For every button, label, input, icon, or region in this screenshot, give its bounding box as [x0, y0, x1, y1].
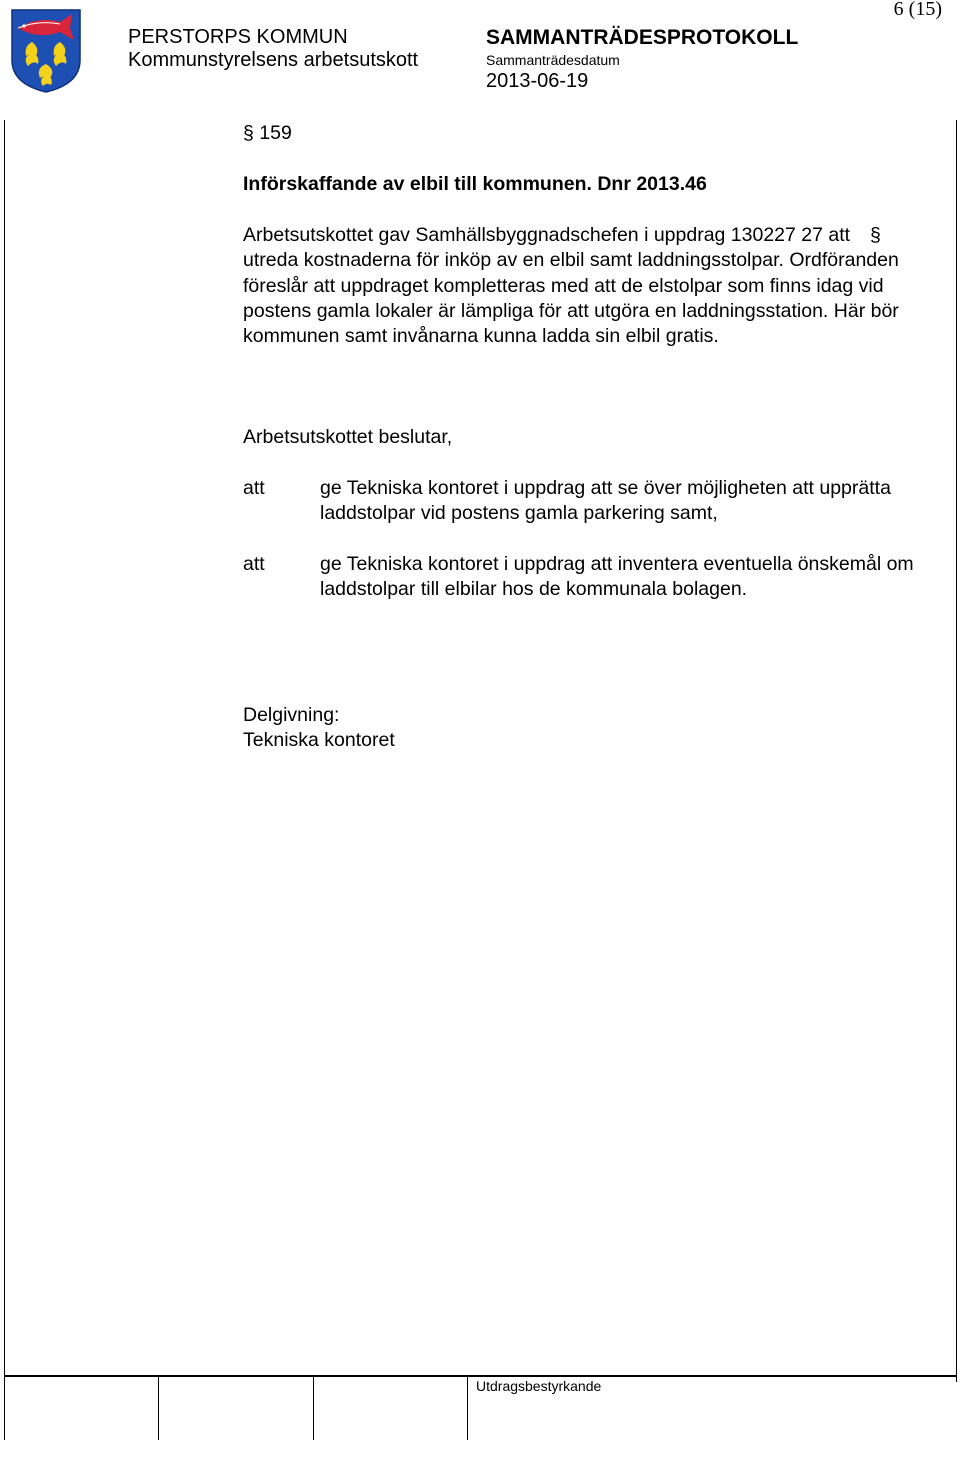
document-type: SAMMANTRÄDESPROTOKOLL — [486, 26, 799, 49]
section-number: § 159 — [243, 122, 292, 144]
header-organization — [128, 26, 418, 72]
decision-prefix: att — [243, 553, 265, 575]
case-title: Införskaffande av elbil till kommunen. Dnr 2013.46 — [243, 173, 707, 195]
footer-signature-box-divider — [158, 1377, 159, 1440]
coat-of-arms-logo — [10, 8, 82, 94]
footer-certification-label: Utdragsbestyrkande — [476, 1378, 602, 1394]
meeting-date: 2013-06-19 — [486, 70, 589, 92]
footer-signature-box-divider — [467, 1377, 468, 1440]
left-margin-line — [4, 120, 5, 1382]
intro-paragraph — [243, 223, 903, 349]
footer-rule — [4, 1375, 957, 1377]
organization-unit: Kommunstyrelsens arbetsutskott — [128, 49, 419, 71]
organization-name: PERSTORPS KOMMUN — [128, 26, 348, 48]
header-document-info — [486, 26, 798, 92]
delivery-recipient: Tekniska kontoret — [243, 729, 395, 751]
page-number: 6 (15) — [893, 0, 942, 20]
paragraph-sign: § — [870, 224, 881, 246]
decision-text: ge Tekniska kontoret i uppdrag att inventera eventuella önskemål om laddstolpar till elbilar hos de kommunala bolagen. — [320, 553, 914, 601]
footer-signature-box-divider — [313, 1377, 314, 1440]
decision-text: ge Tekniska kontoret i uppdrag att se över möjligheten att upprätta laddstolpar vid postens gamla parkering samt, — [320, 477, 891, 525]
intro-text: Arbetsutskottet gav Samhällsbyggnadschefen i uppdrag 130227 27 att utreda kostnaderna för inköp av en elbil samt laddningsstolpar. Ordföranden föreslår att uppdraget kompletteras med att de elstolpar som finns idag vid postens gamla lokaler är lämpliga för att utgöra en laddningsstation. Här bör kommunen samt invånarna kunna ladda sin elbil gratis. — [243, 224, 899, 348]
delivery-label: Delgivning: — [243, 704, 340, 726]
footer-signature-box-divider — [4, 1377, 5, 1440]
date-label: Sammanträdesdatum — [486, 52, 620, 68]
decision-heading: Arbetsutskottet beslutar, — [243, 426, 453, 448]
decision-prefix: att — [243, 477, 265, 499]
right-margin-line — [956, 120, 957, 1382]
